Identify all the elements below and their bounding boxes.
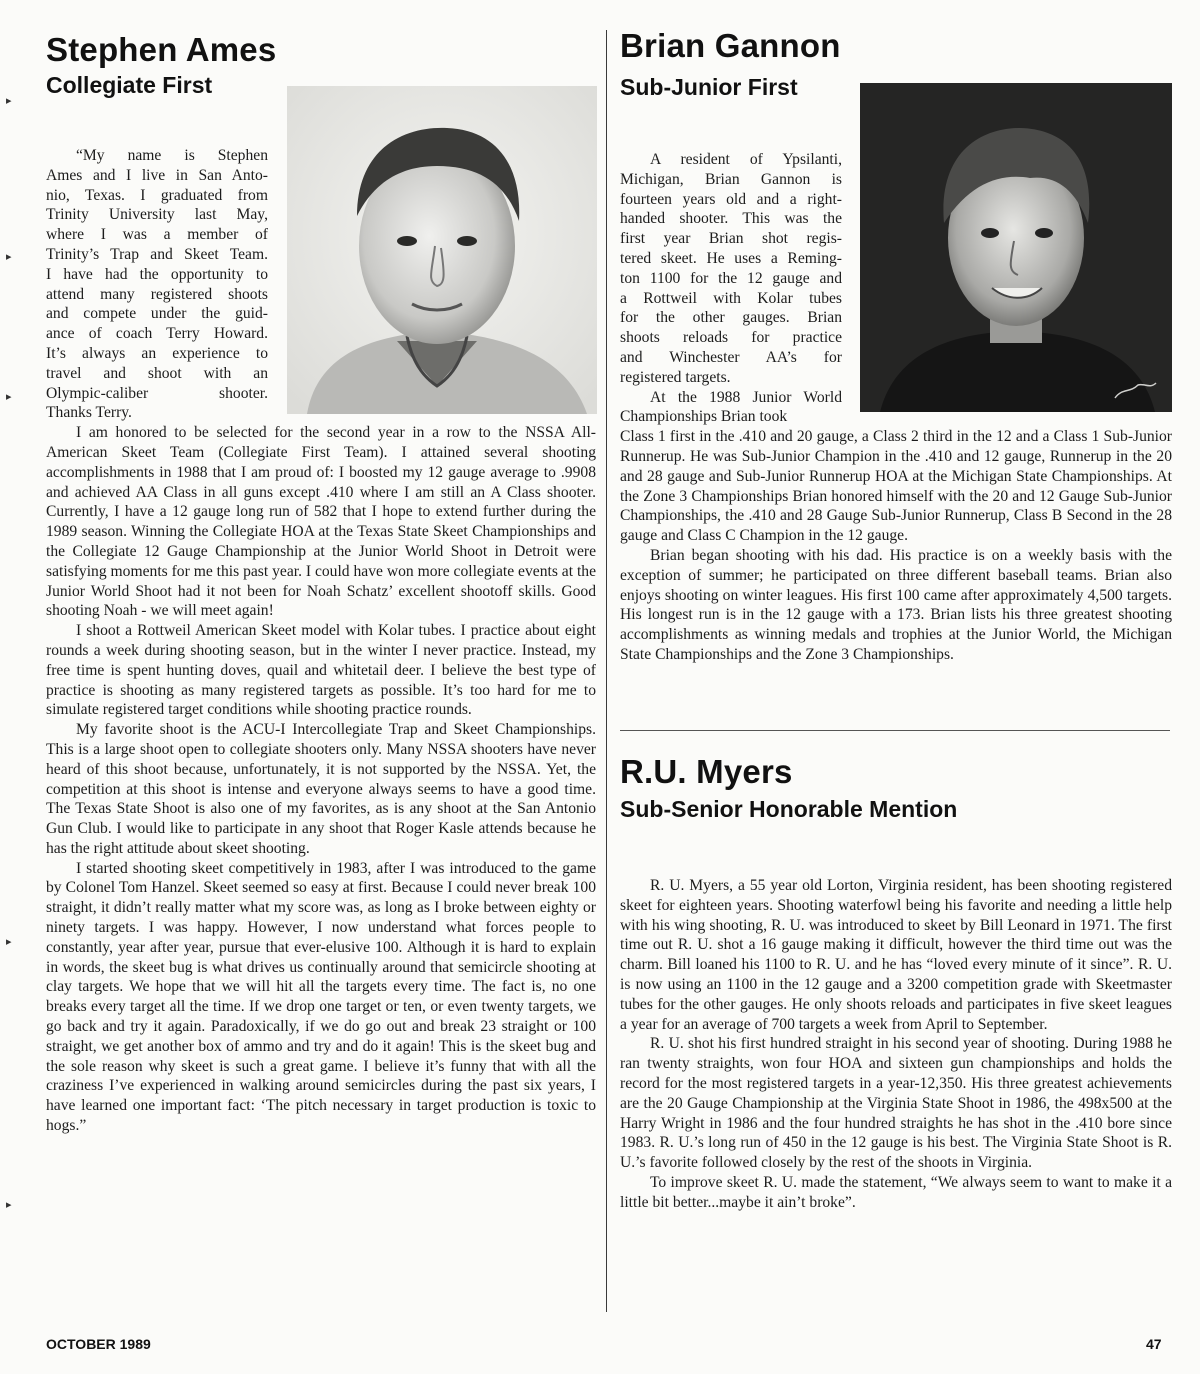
article-ru-myers — [620, 752, 1172, 1213]
text-line: Thanks Terry. — [46, 404, 132, 422]
text-line: Olympic-caliber shooter. — [46, 384, 268, 402]
margin-mark: ▸ — [6, 1198, 12, 1211]
paragraph: I shoot a Rottweil American Skeet model with Kolar tubes. I practice about eight rounds a week during shooting season, but in the winter I never practice. Instead, my free time is spent hunting doves, quail and whitetail deer. I believe the best type of practice is shooting as many registered targets as possible. It’s too hard for me to simulate registered target conditions while shooting practice rounds. — [46, 622, 596, 719]
text-line: a Rottweil with Kolar tubes — [620, 289, 842, 307]
text-line: first year Brian shot regis- — [620, 230, 842, 248]
text-line: handed shooter. This was the — [620, 210, 842, 228]
text-line: where I was a member of — [46, 226, 268, 244]
article-title: Stephen Ames — [46, 31, 277, 68]
wrap-text-block — [46, 146, 268, 423]
text-line: travel and shoot with an — [46, 364, 268, 382]
text-line: ton 1100 for the 12 gauge and — [620, 269, 842, 287]
paragraph: R. U. shot his first hundred straight in his second year of shooting. During 1988 he ran twenty straights, won four HOA and sixteen gun championships and holds the record for the most registered targets in a year-12,350. His three greatest achievements are the 20 Gauge Championship at the Virginia State Shoot in 1986, the 498x500 at the Harry Wright in 1986 and the four hundred straights he has shot in the .410 bore since 1983. R. U.’s long run of 450 in the 12 gauge is his best. The Virginia State Shoot is R. U.’s favorite followed closely by the rest of the shoots in Virginia. — [620, 1035, 1172, 1172]
text-line: tered skeet. He uses a Reming- — [620, 249, 842, 267]
text-line: Ames and I live in San Anto- — [46, 166, 268, 184]
article-subtitle: Sub-Senior Honorable Mention — [620, 796, 958, 822]
text-line: Michigan, Brian Gannon is — [620, 170, 842, 188]
column-divider — [606, 30, 607, 1312]
wrap-text-block — [620, 150, 842, 427]
text-line: shoots reloads for practice — [620, 329, 842, 347]
article-title: R.U. Myers — [620, 753, 793, 790]
paragraph: To improve skeet R. U. made the statement, “We always seem to want to make it a little bit better...maybe it ain’t broke”. — [620, 1173, 1172, 1211]
text-line: A resident of Ypsilanti, — [650, 151, 842, 168]
text-line: and compete under the guid- — [46, 305, 268, 323]
article-body — [620, 876, 1172, 1213]
text-line: It’s always an experience to — [46, 344, 268, 362]
text-line: registered targets. — [620, 368, 731, 386]
text-line: At the 1988 Junior World — [650, 388, 842, 406]
text-line: for the other gauges. Brian — [620, 309, 842, 327]
text-line: I have had the opportunity to — [46, 265, 268, 283]
portrait-photo-brian-gannon — [860, 83, 1172, 412]
paragraph: My favorite shoot is the ACU-I Intercollegiate Trap and Skeet Championships. This is a large shoot open to collegiate shooters only. Many NSSA shooters have never heard of this shoot because, unfortunately, it is not supported by the NSSA. Yet, the competition at this shoot is intense and everyone always seems to have a good time. The Texas State Shoot is also one of my favorites, as is any shoot at the San Antonio Gun Club. I would like to participate in any shoot that Roger Kasle attends because he has the right attitude about skeet shooting. — [46, 721, 596, 857]
text-line: fourteen years old and a right- — [620, 190, 842, 208]
margin-mark: ▸ — [6, 94, 12, 107]
text-line: Trinity University last May, — [46, 206, 268, 224]
text-line: nio, Texas. I graduated from — [46, 186, 268, 204]
margin-mark: ▸ — [6, 390, 12, 403]
paragraph: I started shooting skeet competitively in 1983, after I was introduced to the game by Colonel Tom Hanzel. Skeet seemed so easy at first. Because I could never break 100 straight, it didn’t really matter what my score was, as long as I broke between eighty or ninety targets. I was happy. However, I now understand what forces people to constantly, year after year, pursue that ever-elusive 100. Although it is hard to explain in words, the skeet bug is what drives us continually around that semicircle shooting at clay targets. We hope that we will hit all the targets every time. The fact is, no one breaks every target all the time. If we drop one target or ten, or even twenty targets, we go back and try it again. Paradoxically, if we do go out and break 23 straight or 100 straight, we get another box of ammo and try and do it again! This is the skeet bug and the sole reason why skeet is such a great game. I believe it’s funny that with all the craziness I’ve experienced in walking around semicircles during the past six years, I have learned one important fact: ‘The pitch necessary in target production is toxic to hogs.” — [46, 859, 596, 1135]
text-line: attend many registered shoots — [46, 285, 268, 303]
footer-page-number: 47 — [1146, 1336, 1162, 1352]
paragraph: I am honored to be selected for the second year in a row to the NSSA All-American Skeet Team (Collegiate First Team). I attained several shooting accomplishments in 1988 that I am proud of: I boosted my 12 gauge average to .9908 and achieved AA Class in all guns except .410 where I am still an A Class shooter. Currently, I have a 12 gauge long run of 582 that I hope to extend further during the 1989 season. Winning the Collegiate HOA at the Texas State Skeet Championships and the Collegiate 12 Gauge Championship at the Junior World Shoot in Detroit were satisfying moments for me this past year. I could have won more collegiate events at the Junior World Shoot had it not been for Noah Schatz’ excellent shootoff skills. Good shooting Noah - we will meet again! — [46, 424, 596, 620]
article-subtitle: Collegiate First — [46, 72, 213, 98]
section-divider — [620, 730, 1170, 731]
paragraph: Class 1 first in the .410 and 20 gauge, a Class 2 third in the 12 and a Class 1 Sub-Junior Runnerup. He was Sub-Junior Champion in the .410 and 12 gauge, Runnerup in the 20 and 28 gauge and Sub-Junior Runnerup HOA at the Michigan State Championships. At the Zone 3 Championships Brian honored himself with the 20 and 12 Gauge Sub-Junior Championships, the .410 and 28 Gauge Sub-Junior Runnerup, Class B Second in the 28 gauge and Class C Champion in the 12 gauge. — [620, 428, 1172, 545]
margin-mark: ▸ — [6, 250, 12, 263]
text-line: ance of coach Terry Howard. — [46, 325, 268, 343]
article-body — [46, 423, 596, 1136]
paragraph: Brian began shooting with his dad. His practice is on a weekly basis with the exception of summer; he participated on three different baseball teams. Brian also enjoys shooting on winter leagues. His first 100 came after approximately 4,500 targets. His longest run is in the 12 gauge with a 173. Brian lists his three greatest shooting accomplishments as winning medals and trophies at the Junior World, the Michigan State Championships and the Zone 3 Championships. — [620, 546, 1172, 663]
margin-mark: ▸ — [6, 935, 12, 948]
paragraph: R. U. Myers, a 55 year old Lorton, Virginia resident, has been shooting registered skeet for eighteen years. Shooting waterfowl being his favorite and needing a little help with his wing shooting, R. U. was introduced to skeet by Bill Leonard in 1971. The first time out R. U. shot a 16 gauge making it difficult, however the third time out was the charm. Bill loaned his 1100 to R. U. and he has “loved every minute of it since”. R. U. is now using an 1100 in the 12 gauge and a 3200 competition grade with Skeetmaster tubes for the other gauges. He only shoots reloads and participates in five skeet leagues a year for an average of 700 targets a week from April to September. — [620, 877, 1172, 1033]
text-line: “My name is Stephen — [76, 147, 268, 164]
article-title: Brian Gannon — [620, 27, 841, 64]
text-line: and Winchester AA’s for — [620, 348, 842, 366]
text-line: Championships Brian took — [620, 408, 788, 426]
text-line: Trinity’s Trap and Skeet Team. — [46, 245, 268, 263]
portrait-photo-stephen-ames — [287, 86, 597, 414]
footer-issue-date: OCTOBER 1989 — [46, 1336, 151, 1352]
article-body — [620, 427, 1172, 665]
article-subtitle: Sub-Junior First — [620, 74, 798, 100]
